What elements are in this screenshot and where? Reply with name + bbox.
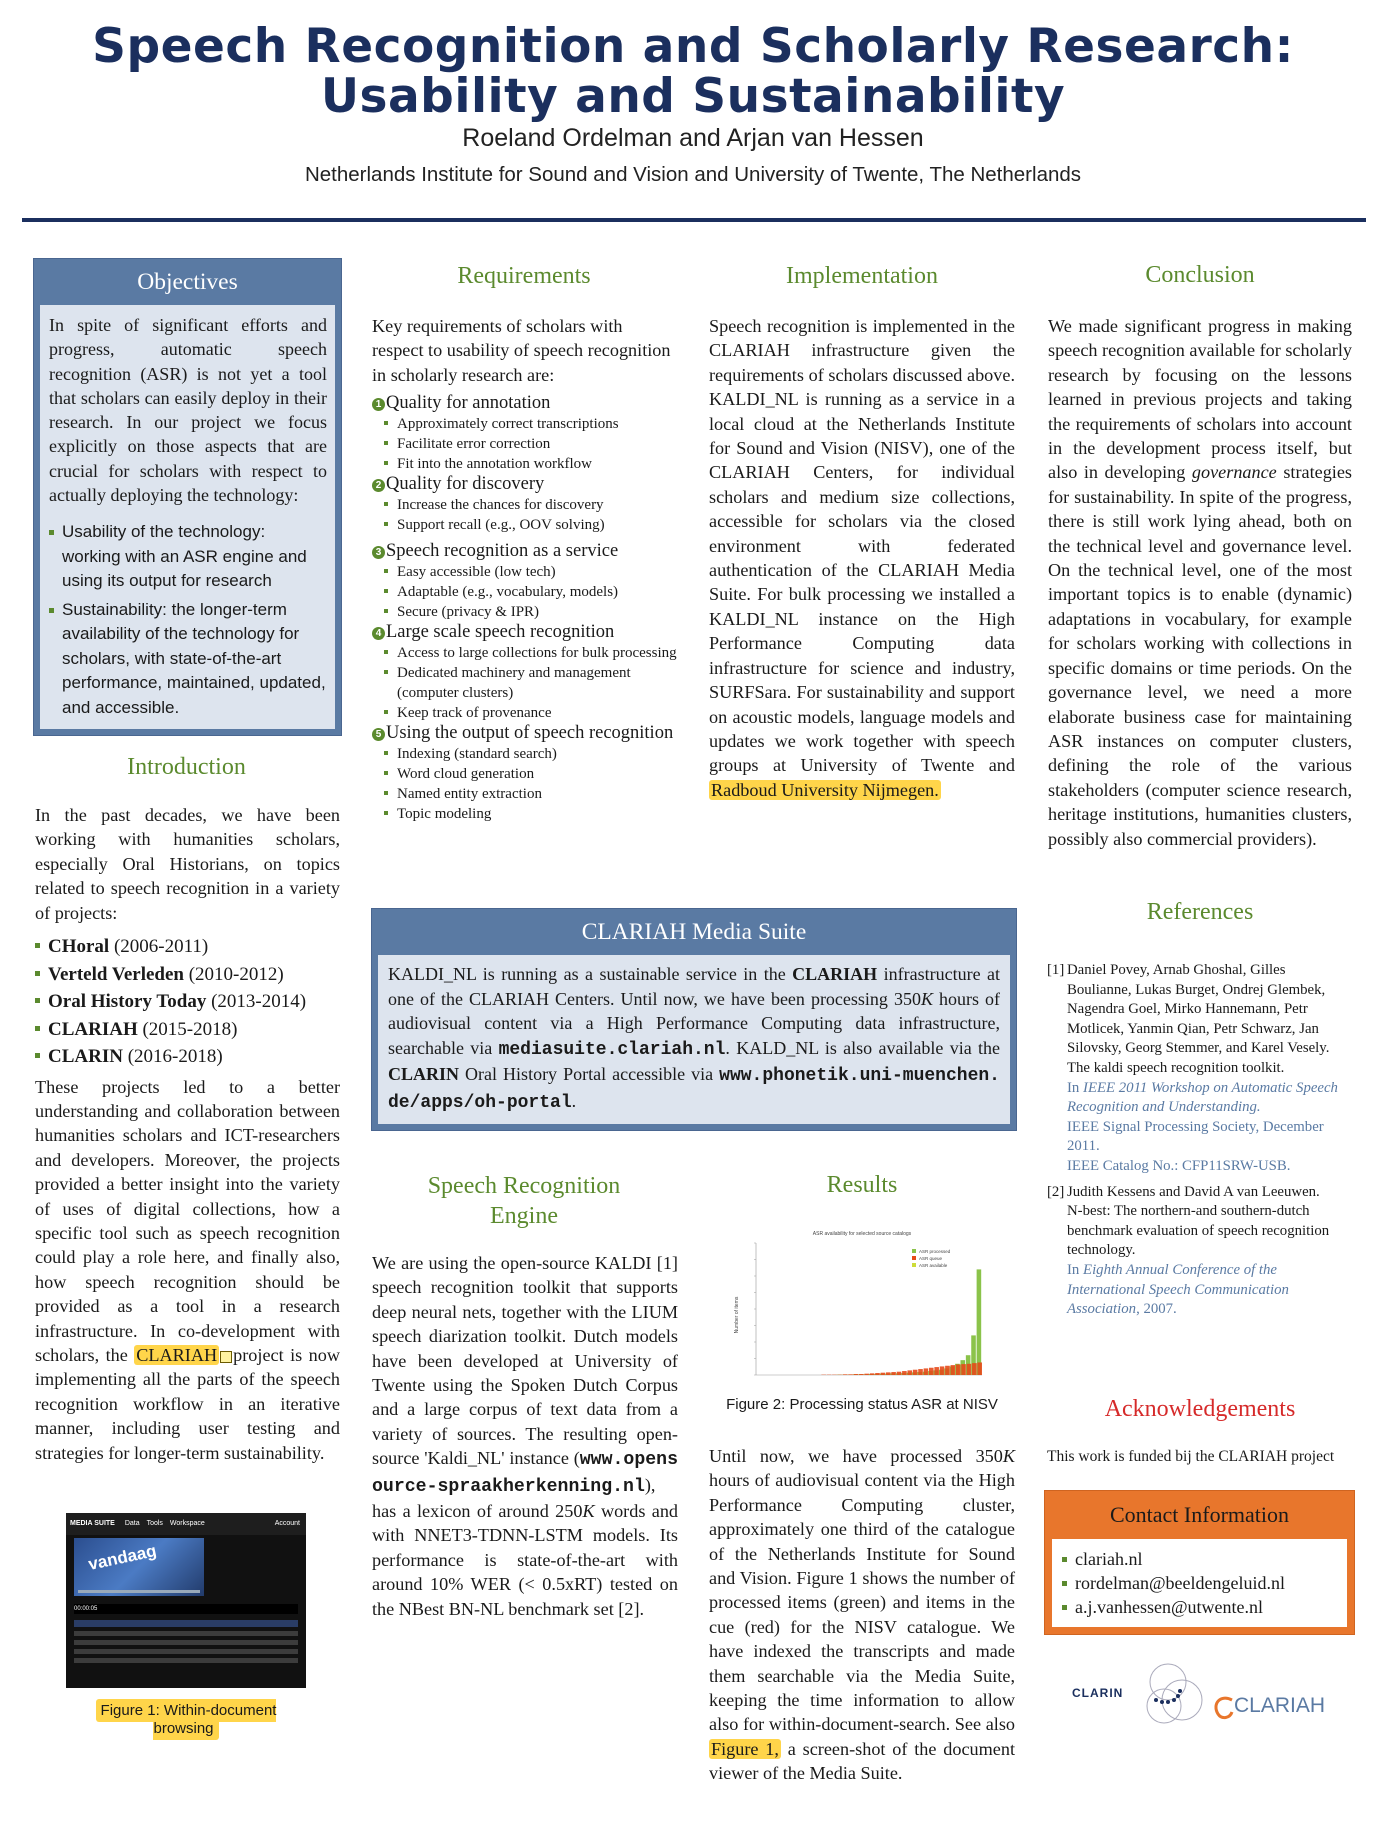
implementation-heading: Implementation	[786, 263, 938, 289]
requirements-heading: Requirements	[457, 263, 591, 289]
transcript-line	[74, 1631, 298, 1636]
acknowledgements-text: This work is funded bij the CLARIAH project	[1047, 1448, 1335, 1465]
screenshot-navbar: MEDIA SUITE Data Tools Workspace Account	[66, 1513, 306, 1535]
requirement-sublist: Indexing (standard search) Word cloud generation Named entity extraction Topic modeling	[384, 744, 678, 824]
clariah-logo: CLARIAH	[1212, 1690, 1342, 1730]
introduction-section	[35, 803, 340, 1465]
clariah-link[interactable]: CLARIAH	[136, 1345, 218, 1365]
reference-1: [1] Daniel Povey, Arnab Ghoshal, Gilles Boulianne, Lukas Burget, Ondrej Glembek, Nagendra Goel, Mirko Hannemann, Petr Motlicek, Yanmin Qian, Petr Schwarz, Jan Silovsky, Georg Stemmer, and Karel Vesely. The kaldi speech recognition toolkit. In IEEE 2011 Workshop on Automatic Speech Recognition and Understanding. IEEE Signal Processing Society, December 2011. IEEE Catalog No.: CFP11SRW-USB.	[1047, 961, 1353, 1177]
requirements-section	[372, 314, 678, 824]
figure-1-link[interactable]: Figure 1,	[711, 1738, 779, 1759]
chart-bar-asr-queue	[967, 1364, 972, 1375]
requirement-item: 5 Using the output of speech recognition	[372, 723, 678, 744]
requirement-sublist: Easy accessible (low tech) Adaptable (e.g., vocabulary, models) Secure (privacy & IPR)	[384, 562, 678, 622]
conclusion-text: We made significant progress in making speech recognition available for scholarly research by focusing on the lessons learned in previous projects and taking the requirements of scholars into account in the development process itself, but also in developing governance strategies for sustainability. In spite of the progress, there is still work lying ahead, both on the technical level and governance level. On the technical level, one of the most important topics is to enable (dynamic) adaptations in vocabulary, for example for scholars working with collections in specific domains or time periods. On the governance level, we need a more elaborate business case for maintaining ASR instances on computer clusters, defining the role of the various stakeholders (computer science research, heritage institutions, humanities clusters, possibly also commercial providers).	[1048, 316, 1353, 849]
chart-bar-asr-queue	[881, 1373, 886, 1375]
chart-legend	[912, 1249, 951, 1268]
video-progress	[78, 1590, 200, 1593]
transcript-line	[74, 1640, 298, 1645]
requirement-sublist: Increase the chances for discovery Support recall (e.g., OOV solving)	[384, 495, 678, 535]
chart-bar-asr-queue	[913, 1370, 918, 1375]
contact-email-ordelman[interactable]: rordelman@beeldengeluid.nl	[1062, 1571, 1337, 1595]
chart-bar-asr-queue	[945, 1366, 950, 1375]
chart-bar-asr-processed	[977, 1269, 982, 1375]
figure-1-caption-wrap	[63, 1702, 309, 1738]
acknowledgements-heading: Acknowledgements	[1104, 1396, 1296, 1422]
header-divider	[22, 218, 1366, 222]
screenshot-video	[74, 1538, 204, 1596]
chart-bar-asr-queue	[934, 1367, 939, 1375]
chart-ylabel: Number of items	[734, 1296, 740, 1334]
chart-bar-asr-queue	[864, 1374, 869, 1375]
chart-bar-asr-queue	[956, 1364, 961, 1375]
references-heading: References	[1146, 899, 1254, 925]
opensource-url[interactable]: www.opensource-spraakherkenning.nl	[372, 1450, 678, 1497]
asr-chart	[730, 1225, 994, 1385]
oh-portal-url[interactable]: www.phonetik.uni-muenchen.de/apps/oh-portal	[388, 1066, 1000, 1113]
chart-bar-asr-queue	[918, 1369, 923, 1375]
objective-usability: Usability of the technology: working with an ASR engine and using its output for research	[49, 520, 327, 594]
objectives-text: In spite of significant efforts and progress, automatic speech recognition (ASR) is not yet a tool that scholars can easily deploy in their research. In our project we focus explicitly on those aspects that are crucial for scholars with respect to actually deploying the technology:	[49, 315, 327, 506]
figure-1-caption[interactable]: Figure 1: Within-document browsing	[96, 1699, 277, 1740]
objectives-list	[49, 520, 327, 720]
clariah-swirl-icon	[1212, 1694, 1236, 1722]
chart-axes	[754, 1243, 982, 1375]
results-text: Until now, we have processed 350K hours of audiovisual content via the High Performance Computing cluster, approximately one third of the catalogue of the Netherlands Institute for Sound and Vision. Figure 1 shows the number of processed items (green) and items in the cue (red) for the NISV catalogue. We have indexed the transcripts and made them searchable via the Media Suite, keeping the time information to allow also for within-document-search. See also Figure 1, a screen-shot of the document viewer of the Media Suite.	[709, 1446, 1015, 1784]
requirement-item: 1 Quality for annotation	[372, 393, 678, 414]
media-suite-screenshot	[66, 1513, 306, 1688]
chart-legend-swatch	[912, 1263, 916, 1267]
clarin-circles-icon	[1140, 1660, 1210, 1730]
chart-bar-asr-queue	[854, 1374, 859, 1375]
chart-bar-asr-queue	[924, 1368, 929, 1375]
authors: Roeland Ordelman and Arjan van Hessen	[462, 124, 924, 152]
reference-1-venue[interactable]: In IEEE 2011 Workshop on Automatic Speech Recognition and Understanding.	[1067, 1079, 1338, 1116]
chart-bar-asr-queue	[940, 1366, 945, 1375]
introduction-heading: Introduction	[127, 754, 246, 780]
implementation-text: Speech recognition is implemented in the CLARIAH infrastructure given the requirements of scholars discussed above. KALDI_NL is running as a service in a local cloud at the Netherlands Institute for Sound and Vision (NISV), one of the CLARIAH Centers, for individual scholars and medium size collections, accessible for scholars via the closed environment with federated authentication of the CLARIAH Media Suite. For bulk processing we installed a KALDI_NL instance on the High Performance Computing data infrastructure for science and industry, SURFSara. For sustainability and support on acoustic models, language models and updates we work together with speech groups at University of Twente and Radboud University Nijmegen.	[709, 316, 1015, 800]
conclusion-heading: Conclusion	[1145, 262, 1255, 288]
introduction-text-2: These projects led to a better understanding and collaboration between humanities scholars and ICT-researchers and developers. Moreover, the projects provided a better insight into the variety of uses of digital collections, how a specific tool such as speech recognition could play a role here, and finally also, how speech recognition should be provided as a tool in a research infrastructure. In co-development with scholars, the CLARIAH project is now implementing all the parts of the speech recognition workflow in an iterative manner, including user testing and strategies for longer-term sustainability.	[35, 1076, 341, 1463]
chart-legend-swatch	[912, 1256, 916, 1260]
comment-icon[interactable]	[220, 1351, 232, 1363]
media-suite-text: KALDI_NL is running as a sustainable service in the CLARIAH infrastructure at one of the CLARIAH Centers. Until now, we have been processing 350K hours of audiovisual content via a High Performance Computing data infrastructure, searchable via mediasuite.clariah.nl. KALD_NL is also available via the CLARIN Oral History Portal accessible via www.phonetik.uni-muenchen.de/apps/oh-portal.	[378, 955, 1010, 1124]
contact-heading: Contact Information	[1109, 1502, 1289, 1527]
chart-bar-asr-queue	[902, 1371, 907, 1375]
chart-bar-asr-queue	[843, 1374, 848, 1375]
clarin-logo: CLARIN	[1070, 1660, 1195, 1730]
engine-heading: Speech Recognition Engine	[427, 1173, 621, 1229]
project-item: Verteld Verleden (2010-2012)	[35, 961, 340, 989]
requirement-item: 4 Large scale speech recognition	[372, 622, 678, 643]
chart-bar-asr-queue	[977, 1362, 982, 1375]
requirements-intro: Key requirements of scholars with respect to usability of speech recognition in scholarly research are:	[372, 316, 671, 385]
video-caption: vandaag	[86, 1541, 159, 1574]
project-item: CHoral (2006-2011)	[35, 933, 340, 961]
figure-2-caption: Figure 2: Processing status ASR at NISV	[726, 1396, 998, 1413]
project-item: Oral History Today (2013-2014)	[35, 988, 340, 1016]
poster-title	[0, 19, 1386, 124]
requirement-sublist: Access to large collections for bulk processing Dedicated machinery and management (computer clusters) Keep track of provenance	[384, 643, 678, 723]
chart-bar-asr-queue	[951, 1365, 956, 1375]
contact-email-vanhessen[interactable]: a.j.vanhessen@utwente.nl	[1062, 1595, 1337, 1619]
chart-bar-asr-queue	[897, 1372, 902, 1375]
results-chart	[730, 1225, 994, 1385]
chart-bar-asr-queue	[886, 1372, 891, 1375]
objectives-heading: Objectives	[137, 269, 238, 295]
chart-legend-label: ASR queue	[919, 1256, 943, 1261]
objectives-box	[33, 258, 342, 736]
chart-bar-asr-queue	[859, 1374, 864, 1375]
requirement-sublist: Approximately correct transcriptions Facilitate error correction Fit into the annotation workflow	[384, 414, 678, 474]
requirement-item: 3 Speech recognition as a service	[372, 541, 678, 562]
chart-bar-asr-queue	[848, 1374, 853, 1375]
chart-bar-asr-queue	[891, 1372, 896, 1375]
contact-list	[1062, 1547, 1337, 1619]
media-suite-box	[371, 908, 1017, 1131]
chart-bar-asr-queue	[929, 1368, 934, 1375]
screenshot-transcript	[74, 1620, 298, 1663]
references-list	[1047, 961, 1353, 1320]
reference-2-venue[interactable]: In Eighth Annual Conference of the International Speech Communication Association, 2007.	[1067, 1261, 1289, 1318]
chart-bar-asr-queue	[870, 1373, 875, 1375]
title-line-2: Usability and Sustainability	[320, 69, 1066, 124]
affiliation: Netherlands Institute for Sound and Vision and University of Twente, The Netherlands	[304, 163, 1082, 186]
chart-bars	[821, 1269, 982, 1375]
contact-box	[1044, 1490, 1355, 1635]
media-suite-heading: CLARIAH Media Suite	[581, 919, 807, 945]
contact-website[interactable]: clariah.nl	[1062, 1547, 1337, 1571]
radboud-link[interactable]: Radboud University Nijmegen.	[711, 779, 939, 800]
chart-legend-label: ASR processed	[919, 1249, 951, 1254]
chart-bar-asr-queue	[972, 1363, 977, 1375]
project-item: CLARIN (2016-2018)	[35, 1043, 340, 1071]
chart-bar-asr-queue	[961, 1364, 966, 1375]
chart-title: ASR availability for selected source catalogs	[812, 1231, 912, 1237]
transcript-line	[74, 1658, 298, 1663]
screenshot-timecode: 00:00:05	[74, 1604, 298, 1614]
transcript-line	[74, 1620, 298, 1627]
transcript-line	[74, 1649, 298, 1654]
chart-bar-asr-queue	[875, 1373, 880, 1375]
objective-sustainability: Sustainability: the longer-term availability of the technology for scholars, with state-of-the-art performance, maintained, updated, and accessible.	[49, 598, 327, 721]
introduction-text-1: In the past decades, we have been working with humanities scholars, especially Oral Historians, on topics related to speech recognition in a variety of projects:	[35, 805, 340, 923]
requirement-item: 2 Quality for discovery	[372, 474, 678, 495]
title-line-1: Speech Recognition and Scholarly Research:	[92, 19, 1294, 74]
engine-text: We are using the open-source KALDI [1] speech recognition toolkit that supports deep neural nets, together with the LIUM speech diarization toolkit. Dutch models have been developed at University of Twente using the Spoken Dutch Corpus and a large corpus of text data from a variety of sources. The resulting open-source 'Kaldi_NL' instance (www.opensource-spraakherkenning.nl), has a lexicon of around 250K words and with NNET3-TDNN-LSTM models. Its performance is state-of-the-art with around 10% WER (< 0.5xRT) tested on the NBest BN-NL benchmark set [2].	[372, 1253, 679, 1619]
chart-legend-label: ASR available	[919, 1263, 948, 1268]
project-item: CLARIAH (2015-2018)	[35, 1016, 340, 1044]
reference-2: [2] Judith Kessens and David A van Leeuwen. N-best: The northern-and southern-dutch benchmark evaluation of speech recognition technology. In Eighth Annual Conference of the International Speech Communication Association, 2007.	[1047, 1183, 1353, 1320]
screenshot-brand: MEDIA SUITE	[70, 1520, 115, 1527]
results-heading: Results	[826, 1172, 898, 1198]
chart-legend-swatch	[912, 1249, 916, 1253]
project-list	[35, 933, 340, 1071]
mediasuite-url[interactable]: mediasuite.clariah.nl	[498, 1039, 726, 1060]
chart-bar-asr-queue	[907, 1370, 912, 1375]
